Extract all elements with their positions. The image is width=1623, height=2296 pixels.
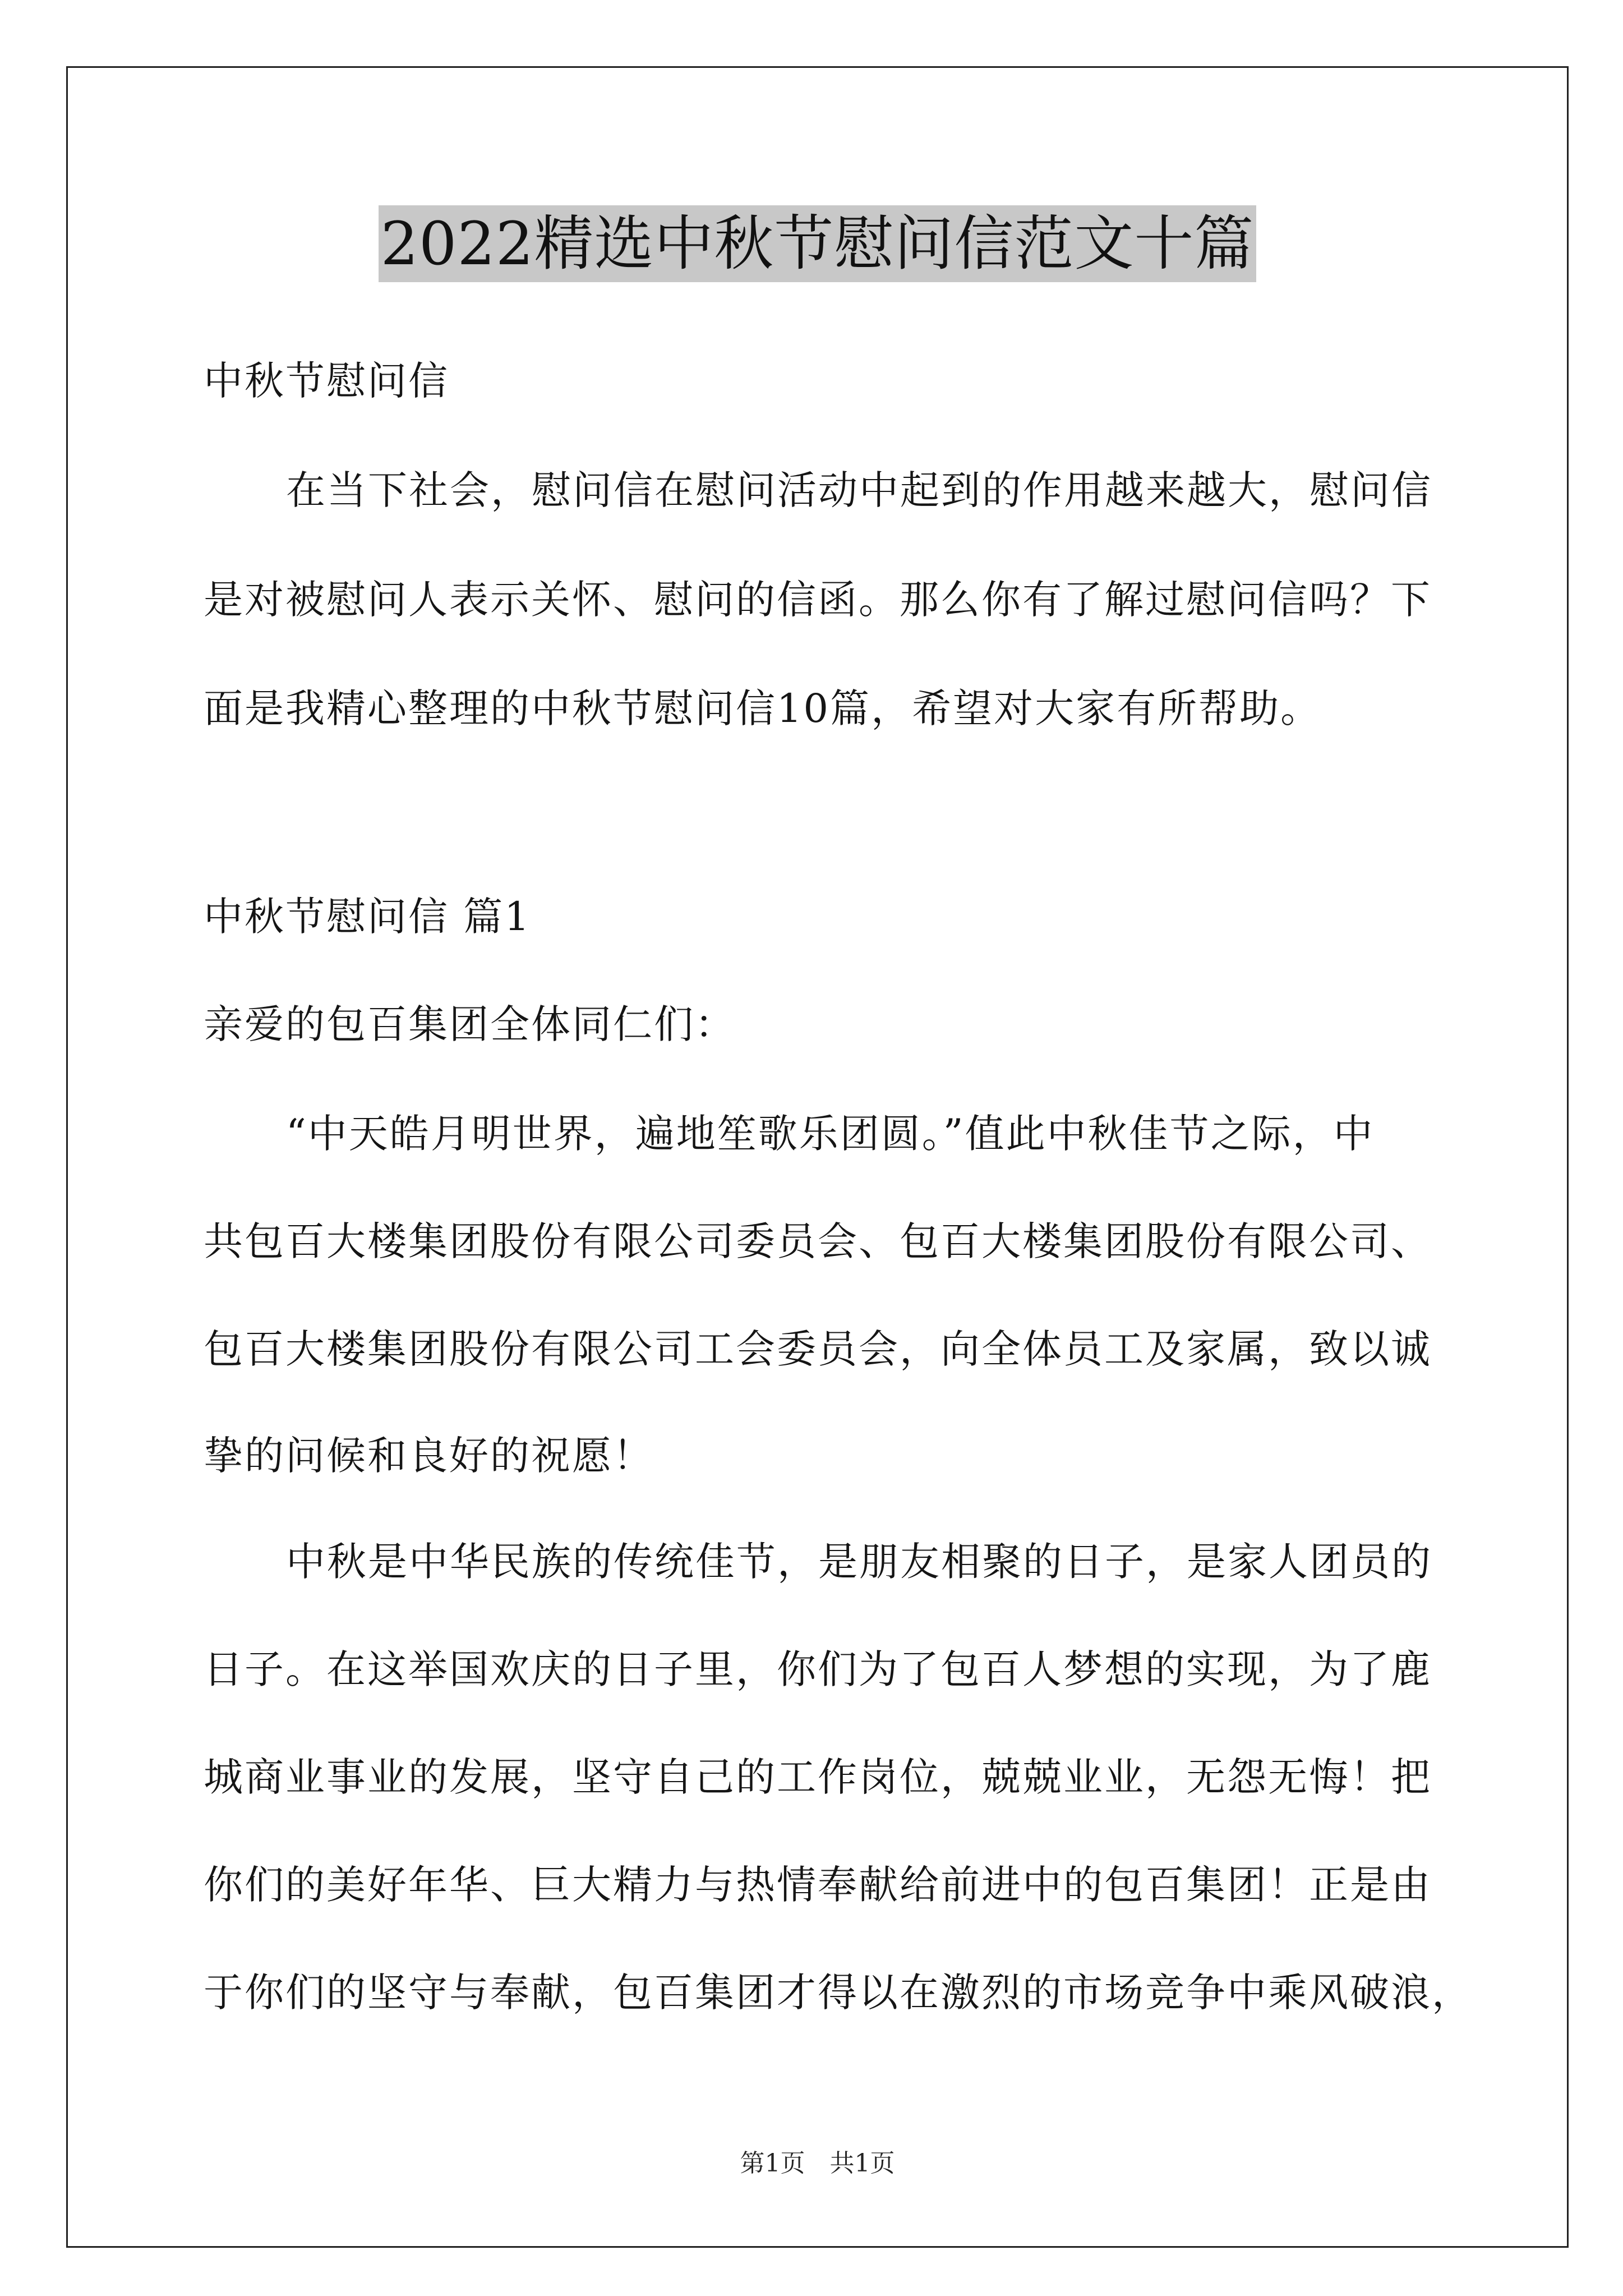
paragraph-line: “中天皓月明世界，遍地笙歌乐团圆。”值此中秋佳节之际，中: [286, 1111, 1375, 1157]
paragraph-line: 于你们的坚守与奉献，包百集团才得以在激烈的市场竞争中乘风破浪，: [204, 1970, 1473, 2016]
paragraph-line: 是对被慰问人表示关怀、慰问的信函。那么你有了解过慰问信吗？下: [204, 577, 1432, 623]
paragraph-line: 包百大楼集团股份有限公司工会委员会，向全体员工及家属，致以诚: [204, 1326, 1432, 1372]
section-heading: 中秋节慰问信 篇1: [204, 894, 531, 940]
page-frame: [66, 66, 1569, 2248]
paragraph-line: 中秋是中华民族的传统佳节，是朋友相聚的日子，是家人团员的: [286, 1539, 1432, 1585]
paragraph-line: 挚的问候和良好的祝愿！: [204, 1433, 654, 1479]
paragraph-line: 共包百大楼集团股份有限公司委员会、包百大楼集团股份有限公司、: [204, 1218, 1432, 1264]
paragraph-line: 城商业事业的发展，坚守自己的工作岗位，兢兢业业，无怨无悔！把: [204, 1754, 1432, 1800]
paragraph-line: 你们的美好年华、巨大精力与热情奉献给前进中的包百集团！正是由: [204, 1862, 1432, 1908]
document-title: 2022精选中秋节慰问信范文十篇: [379, 205, 1257, 282]
paragraph-line: 在当下社会，慰问信在慰问活动中起到的作用越来越大，慰问信: [286, 467, 1432, 513]
paragraph-line: 日子。在这举国欢庆的日子里，你们为了包百人梦想的实现，为了鹿: [204, 1646, 1432, 1692]
intro-heading: 中秋节慰问信: [204, 358, 449, 404]
title-block: [68, 205, 1567, 282]
page-footer: 第1页 共1页: [740, 2149, 895, 2178]
paragraph-line: 面是我精心整理的中秋节慰问信10篇，希望对大家有所帮助。: [204, 685, 1322, 731]
salutation: 亲爱的包百集团全体同仁们：: [204, 1001, 736, 1047]
